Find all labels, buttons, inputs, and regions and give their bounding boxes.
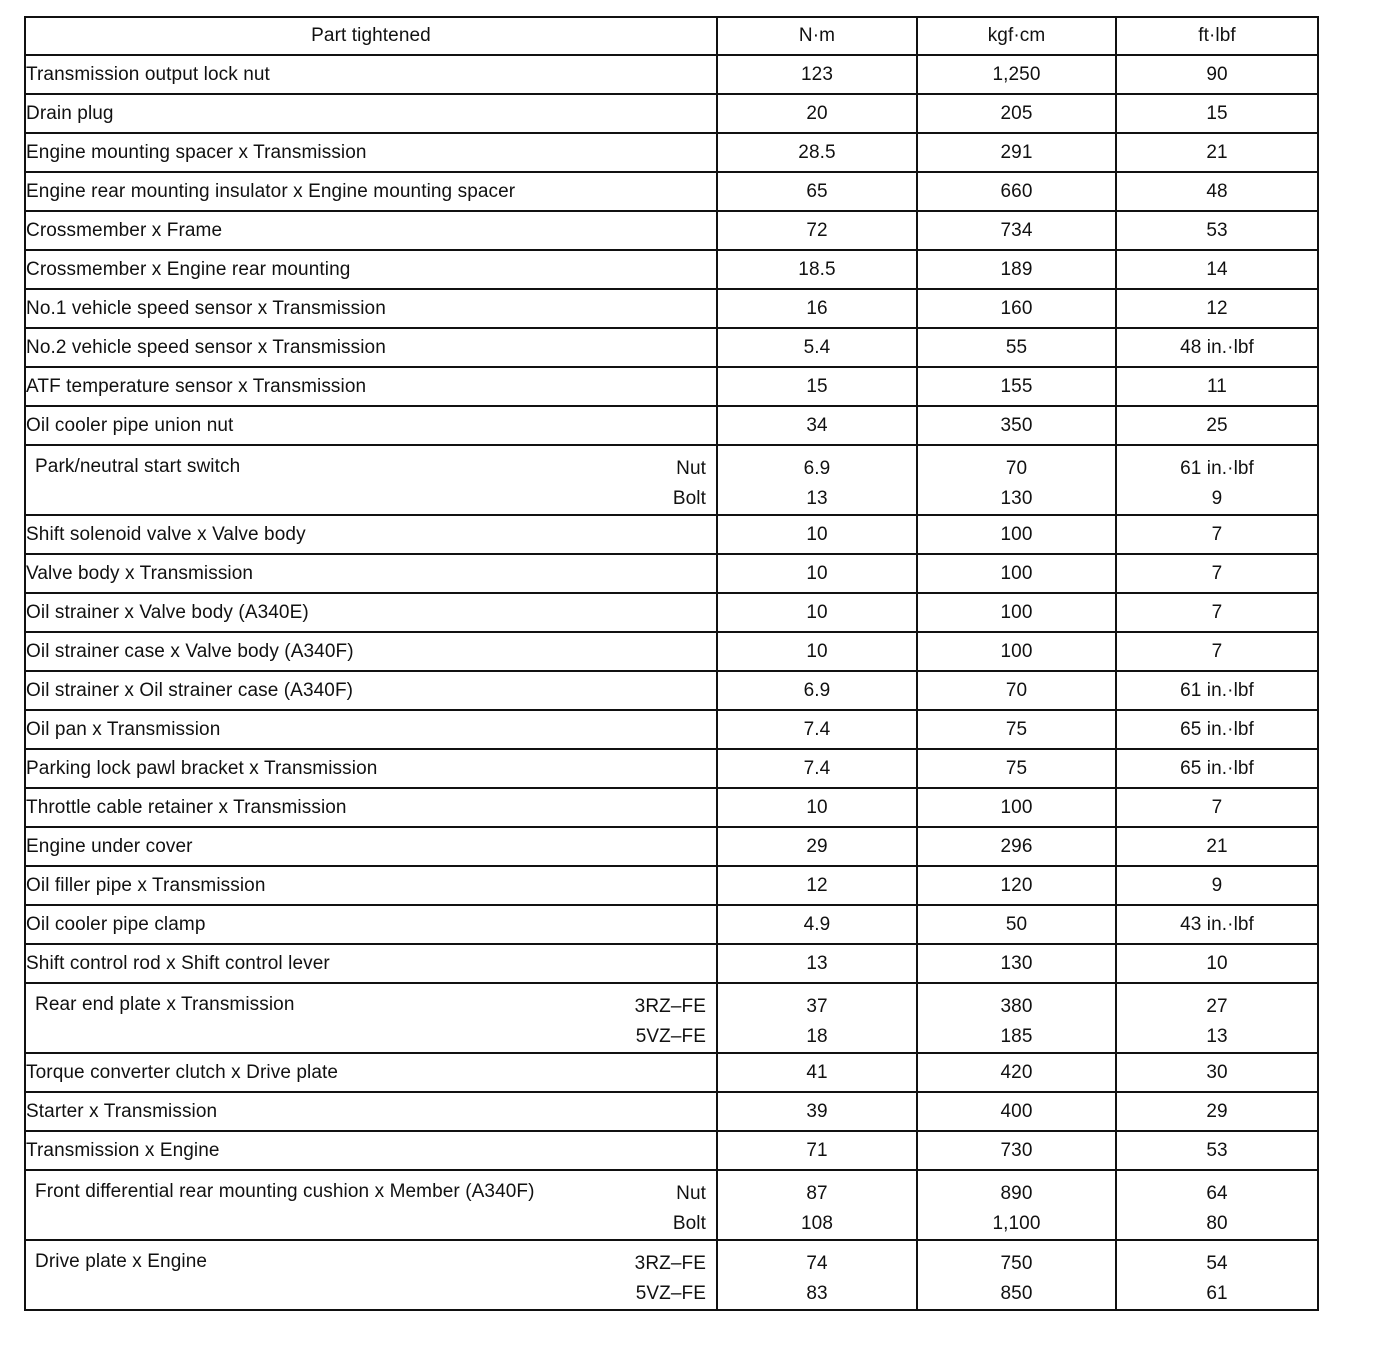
ftlbf-cell: 53: [1116, 1131, 1318, 1170]
kgfcm-cell: 120: [917, 866, 1116, 905]
part-label: Front differential rear mounting cushion x Member (A340F): [35, 1181, 535, 1202]
kgfcm-cell: [917, 445, 1116, 515]
nm-cell: 5.4: [717, 328, 917, 367]
ftlbf-cell: 90: [1116, 55, 1318, 94]
nm-cell: 16: [717, 289, 917, 328]
ftlbf-cell: 7: [1116, 788, 1318, 827]
table-row: [25, 55, 1318, 94]
nm-cell: 28.5: [717, 133, 917, 172]
part-cell: Drain plug: [25, 94, 717, 133]
part-cell: Transmission output lock nut: [25, 55, 717, 94]
part-cell: No.2 vehicle speed sensor x Transmission: [25, 328, 717, 367]
variant-value: 87: [806, 1183, 828, 1204]
nm-cell: 65: [717, 172, 917, 211]
nm-cell: 7.4: [717, 749, 917, 788]
variant-value: 108: [800, 1213, 833, 1234]
ftlbf-cell: 10: [1116, 944, 1318, 983]
part-cell: Oil cooler pipe clamp: [25, 905, 717, 944]
table-row: [25, 788, 1318, 827]
nm-cell: 20: [717, 94, 917, 133]
table-row: [25, 445, 1318, 515]
table-row: [25, 289, 1318, 328]
part-cell: Starter x Transmission: [25, 1092, 717, 1131]
ftlbf-cell: [1116, 983, 1318, 1053]
part-cell: Engine under cover: [25, 827, 717, 866]
part-cell: Oil pan x Transmission: [25, 710, 717, 749]
ftlbf-cell: 61 in.·lbf: [1116, 671, 1318, 710]
part-cell: Oil strainer x Valve body (A340E): [25, 593, 717, 632]
variant-value: 185: [1000, 1026, 1033, 1047]
table-row: [25, 406, 1318, 445]
variant-value: 1,100: [992, 1213, 1041, 1234]
part-cell: Torque converter clutch x Drive plate: [25, 1053, 717, 1092]
ftlbf-cell: 48 in.·lbf: [1116, 328, 1318, 367]
variant-label: Nut: [676, 1183, 706, 1204]
variant-value: 70: [1005, 458, 1028, 479]
ftlbf-cell: 21: [1116, 133, 1318, 172]
kgfcm-cell: 160: [917, 289, 1116, 328]
part-label: Drive plate x Engine: [35, 1251, 208, 1272]
header-ftlbf: ft·lbf: [1116, 17, 1318, 55]
ftlbf-cell: [1116, 1240, 1318, 1310]
ftlbf-cell: 14: [1116, 250, 1318, 289]
variant-value: 83: [806, 1283, 828, 1304]
kgfcm-cell: 400: [917, 1092, 1116, 1131]
table-row: [25, 632, 1318, 671]
kgfcm-cell: 155: [917, 367, 1116, 406]
nm-cell: 39: [717, 1092, 917, 1131]
ftlbf-cell: 9: [1116, 866, 1318, 905]
variant-label: 3RZ–FE: [634, 996, 706, 1017]
variant-value: 74: [806, 1253, 828, 1274]
ftlbf-cell: 65 in.·lbf: [1116, 710, 1318, 749]
variant-value: 37: [806, 996, 828, 1017]
part-cell: Parking lock pawl bracket x Transmission: [25, 749, 717, 788]
variant-value: 6.9: [803, 458, 831, 479]
part-cell: [25, 983, 717, 1053]
variant-value: 380: [1000, 996, 1033, 1017]
variant-label: Bolt: [672, 1213, 706, 1234]
nm-cell: 12: [717, 866, 917, 905]
ftlbf-cell: 7: [1116, 632, 1318, 671]
variant-label: Nut: [676, 458, 706, 479]
variant-label: 5VZ–FE: [635, 1283, 706, 1304]
header-part: Part tightened: [25, 17, 717, 55]
nm-cell: 10: [717, 515, 917, 554]
part-cell: Oil strainer case x Valve body (A340F): [25, 632, 717, 671]
table-row: [25, 1092, 1318, 1131]
table-row: [25, 1053, 1318, 1092]
ftlbf-cell: 11: [1116, 367, 1318, 406]
table-row: [25, 710, 1318, 749]
kgfcm-cell: 660: [917, 172, 1116, 211]
variant-label: 3RZ–FE: [634, 1253, 706, 1274]
nm-cell: 71: [717, 1131, 917, 1170]
nm-cell: [717, 983, 917, 1053]
part-cell: Valve body x Transmission: [25, 554, 717, 593]
nm-cell: 4.9: [717, 905, 917, 944]
kgfcm-cell: 100: [917, 554, 1116, 593]
ftlbf-cell: 53: [1116, 211, 1318, 250]
kgfcm-cell: [917, 1170, 1116, 1240]
variant-value: 64: [1206, 1183, 1228, 1204]
header-nm: N·m: [717, 17, 917, 55]
ftlbf-cell: 12: [1116, 289, 1318, 328]
part-cell: [25, 445, 717, 515]
table-row: [25, 944, 1318, 983]
variant-value: 13: [806, 488, 828, 509]
nm-cell: 41: [717, 1053, 917, 1092]
nm-cell: 10: [717, 554, 917, 593]
table-row: [25, 172, 1318, 211]
variant-value: 27: [1206, 996, 1228, 1017]
variant-value: 80: [1206, 1213, 1228, 1234]
nm-cell: 18.5: [717, 250, 917, 289]
table-row: [25, 367, 1318, 406]
variant-label: Bolt: [672, 488, 706, 509]
nm-cell: [717, 1170, 917, 1240]
kgfcm-cell: 189: [917, 250, 1116, 289]
table-row: [25, 328, 1318, 367]
variant-value: 890: [1000, 1183, 1033, 1204]
part-cell: Throttle cable retainer x Transmission: [25, 788, 717, 827]
part-label: Park/neutral start switch: [35, 456, 241, 477]
variant-value: 61 in.·lbf: [1180, 458, 1254, 479]
table-row: [25, 827, 1318, 866]
kgfcm-cell: 350: [917, 406, 1116, 445]
nm-cell: 123: [717, 55, 917, 94]
variant-value: 54: [1206, 1253, 1228, 1274]
kgfcm-cell: [917, 1240, 1116, 1310]
ftlbf-cell: [1116, 1170, 1318, 1240]
variant-value: 750: [1000, 1253, 1033, 1274]
ftlbf-cell: 21: [1116, 827, 1318, 866]
kgfcm-cell: 50: [917, 905, 1116, 944]
part-cell: Crossmember x Frame: [25, 211, 717, 250]
variant-value: 850: [1000, 1283, 1033, 1304]
table-row: [25, 593, 1318, 632]
table-row: [25, 1131, 1318, 1170]
ftlbf-cell: 65 in.·lbf: [1116, 749, 1318, 788]
part-cell: Crossmember x Engine rear mounting: [25, 250, 717, 289]
kgfcm-cell: 100: [917, 515, 1116, 554]
part-cell: Oil filler pipe x Transmission: [25, 866, 717, 905]
kgfcm-cell: 730: [917, 1131, 1116, 1170]
part-cell: [25, 1240, 717, 1310]
variant-value: 130: [1000, 488, 1033, 509]
table-body: [25, 55, 1318, 1310]
table-row: [25, 1170, 1318, 1240]
part-cell: Oil cooler pipe union nut: [25, 406, 717, 445]
variant-value: 13: [1206, 1026, 1228, 1047]
variant-label: 5VZ–FE: [635, 1026, 706, 1047]
variant-value: 18: [806, 1026, 828, 1047]
part-cell: [25, 1170, 717, 1240]
nm-cell: 7.4: [717, 710, 917, 749]
ftlbf-cell: [1116, 445, 1318, 515]
kgfcm-cell: 100: [917, 593, 1116, 632]
nm-cell: 72: [717, 211, 917, 250]
table-row: [25, 905, 1318, 944]
part-cell: Shift solenoid valve x Valve body: [25, 515, 717, 554]
variant-value: 61: [1206, 1283, 1228, 1304]
nm-cell: 34: [717, 406, 917, 445]
ftlbf-cell: 7: [1116, 554, 1318, 593]
kgfcm-cell: 734: [917, 211, 1116, 250]
ftlbf-cell: 7: [1116, 515, 1318, 554]
nm-cell: [717, 1240, 917, 1310]
table-row: [25, 133, 1318, 172]
header-kgfcm: kgf·cm: [917, 17, 1116, 55]
table-row: [25, 554, 1318, 593]
torque-spec-table: [24, 16, 1319, 1311]
ftlbf-cell: 7: [1116, 593, 1318, 632]
kgfcm-cell: 291: [917, 133, 1116, 172]
nm-cell: 15: [717, 367, 917, 406]
table-row: [25, 749, 1318, 788]
part-cell: Oil strainer x Oil strainer case (A340F): [25, 671, 717, 710]
table-header-row: [25, 17, 1318, 55]
nm-cell: 6.9: [717, 671, 917, 710]
kgfcm-cell: 130: [917, 944, 1116, 983]
nm-cell: 10: [717, 788, 917, 827]
nm-cell: 13: [717, 944, 917, 983]
kgfcm-cell: 70: [917, 671, 1116, 710]
kgfcm-cell: 55: [917, 328, 1116, 367]
kgfcm-cell: 75: [917, 710, 1116, 749]
kgfcm-cell: 75: [917, 749, 1116, 788]
part-cell: No.1 vehicle speed sensor x Transmission: [25, 289, 717, 328]
table-row: [25, 866, 1318, 905]
ftlbf-cell: 29: [1116, 1092, 1318, 1131]
nm-cell: 29: [717, 827, 917, 866]
kgfcm-cell: 296: [917, 827, 1116, 866]
kgfcm-cell: 100: [917, 632, 1116, 671]
part-cell: Engine mounting spacer x Transmission: [25, 133, 717, 172]
ftlbf-cell: 43 in.·lbf: [1116, 905, 1318, 944]
ftlbf-cell: 48: [1116, 172, 1318, 211]
ftlbf-cell: 25: [1116, 406, 1318, 445]
table-row: [25, 671, 1318, 710]
ftlbf-cell: 15: [1116, 94, 1318, 133]
kgfcm-cell: 420: [917, 1053, 1116, 1092]
part-cell: ATF temperature sensor x Transmission: [25, 367, 717, 406]
nm-cell: 10: [717, 593, 917, 632]
kgfcm-cell: 1,250: [917, 55, 1116, 94]
kgfcm-cell: 100: [917, 788, 1116, 827]
table-row: [25, 1240, 1318, 1310]
table-row: [25, 515, 1318, 554]
table-row: [25, 94, 1318, 133]
nm-cell: [717, 445, 917, 515]
table-row: [25, 211, 1318, 250]
ftlbf-cell: 30: [1116, 1053, 1318, 1092]
part-cell: Transmission x Engine: [25, 1131, 717, 1170]
kgfcm-cell: [917, 983, 1116, 1053]
kgfcm-cell: 205: [917, 94, 1116, 133]
table-row: [25, 250, 1318, 289]
nm-cell: 10: [717, 632, 917, 671]
part-cell: Engine rear mounting insulator x Engine mounting spacer: [25, 172, 717, 211]
table-row: [25, 983, 1318, 1053]
part-cell: Shift control rod x Shift control lever: [25, 944, 717, 983]
part-label: Rear end plate x Transmission: [35, 994, 295, 1015]
variant-value: 9: [1211, 488, 1223, 509]
